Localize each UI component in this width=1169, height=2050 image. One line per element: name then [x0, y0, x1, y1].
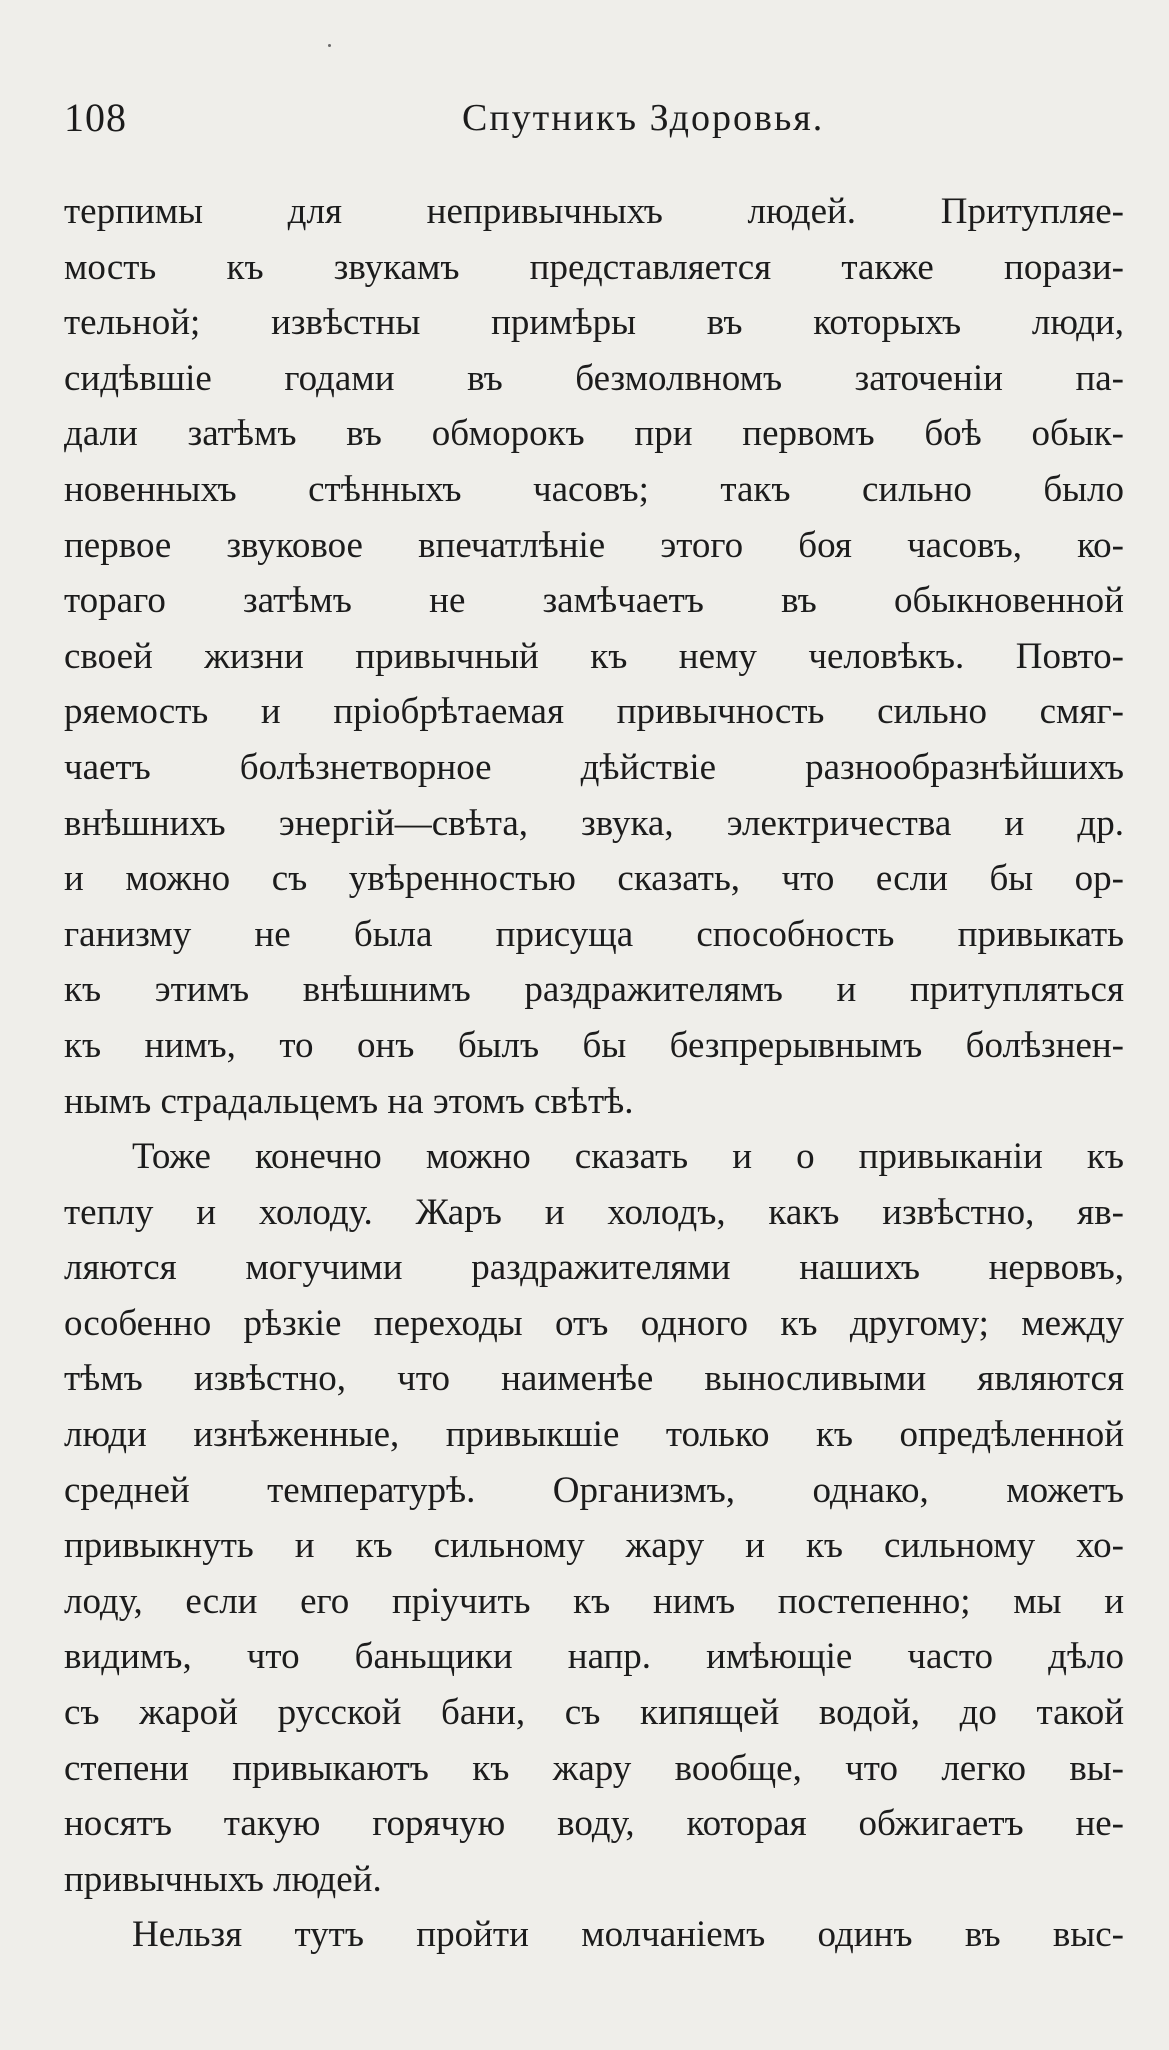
- text-line: терпимы для непривычныхъ людей. Притупляе-: [64, 191, 1124, 232]
- text-line: тораго затѣмъ не замѣчаетъ въ обыкновенной: [64, 580, 1124, 622]
- text-line: внѣшнихъ энергій—свѣта, звука, электричества и др.: [64, 802, 1124, 844]
- text-line: особенно рѣзкіе переходы отъ одного къ другому; между: [64, 1302, 1124, 1344]
- text-line: къ этимъ внѣшнимъ раздражителямъ и притупляться: [64, 969, 1124, 1011]
- text-line: степени привыкаютъ къ жару вообще, что легко вы-: [64, 1747, 1124, 1789]
- text-line: теплу и холоду. Жаръ и холодъ, какъ извѣстно, яв-: [64, 1191, 1124, 1233]
- text-line: люди изнѣженные, привыкшіе только къ опредѣленной: [64, 1414, 1124, 1456]
- text-line: нымъ страдальцемъ на этомъ свѣтѣ.: [64, 1080, 634, 1122]
- text-line: ряемость и пріобрѣтаемая привычность сильно смяг-: [64, 691, 1124, 733]
- text-line: привыкнуть и къ сильному жару и къ сильному хо-: [64, 1525, 1124, 1567]
- text-line: своей жизни привычный къ нему человѣкъ. Повто-: [64, 635, 1124, 677]
- text-line: видимъ, что баньщики напр. имѣющіе часто дѣло: [64, 1636, 1124, 1678]
- text-line: ляются могучими раздражителями нашихъ нервовъ,: [64, 1247, 1124, 1289]
- running-title: Спутникъ Здоровья.: [462, 97, 825, 139]
- paragraph-1: [64, 184, 1124, 1129]
- text-line: чаетъ болѣзнетворное дѣйствіе разнообразнѣйшихъ: [64, 746, 1124, 788]
- text-line: тѣмъ извѣстно, что наименѣе выносливыми являются: [64, 1358, 1124, 1400]
- text-line: носятъ такую горячую воду, которая обжигаетъ не-: [64, 1803, 1124, 1845]
- text-line: средней температурѣ. Организмъ, однако, можетъ: [64, 1469, 1124, 1511]
- text-line: дали затѣмъ въ обморокъ при первомъ боѣ обык-: [64, 413, 1124, 455]
- text-line: Нельзя тутъ пройти молчаніемъ одинъ въ выс-: [132, 1914, 1124, 1956]
- text-line: Тоже конечно можно сказать и о привыканіи къ: [132, 1136, 1124, 1178]
- text-line: ганизму не была присуща способность привыкать: [64, 913, 1124, 955]
- text-line: сидѣвшіе годами въ безмолвномъ заточеніи па-: [64, 357, 1124, 399]
- text-line: тельной; извѣстны примѣры въ которыхъ люди,: [64, 302, 1124, 344]
- print-speck: [328, 44, 331, 47]
- text-line: съ жарой русской бани, съ кипящей водой, до такой: [64, 1692, 1124, 1734]
- paragraph-3: [64, 1907, 1124, 1963]
- text-line: къ нимъ, то онъ былъ бы безпрерывнымъ болѣзнен-: [64, 1024, 1124, 1066]
- page-number: 108: [64, 95, 127, 140]
- text-line: и можно съ увѣренностью сказать, что если бы ор-: [64, 858, 1124, 900]
- text-line: новенныхъ стѣнныхъ часовъ; такъ сильно было: [64, 468, 1124, 510]
- text-line: мость къ звукамъ представляется также порази-: [64, 246, 1124, 288]
- page-header: [64, 88, 1124, 148]
- paragraph-2: [64, 1129, 1124, 1907]
- text-line: лоду, если его пріучить къ нимъ постепенно; мы и: [64, 1580, 1124, 1622]
- body-text: [64, 184, 1124, 1963]
- text-line: первое звуковое впечатлѣніе этого боя часовъ, ко-: [64, 524, 1124, 566]
- text-line: привычныхъ людей.: [64, 1858, 382, 1900]
